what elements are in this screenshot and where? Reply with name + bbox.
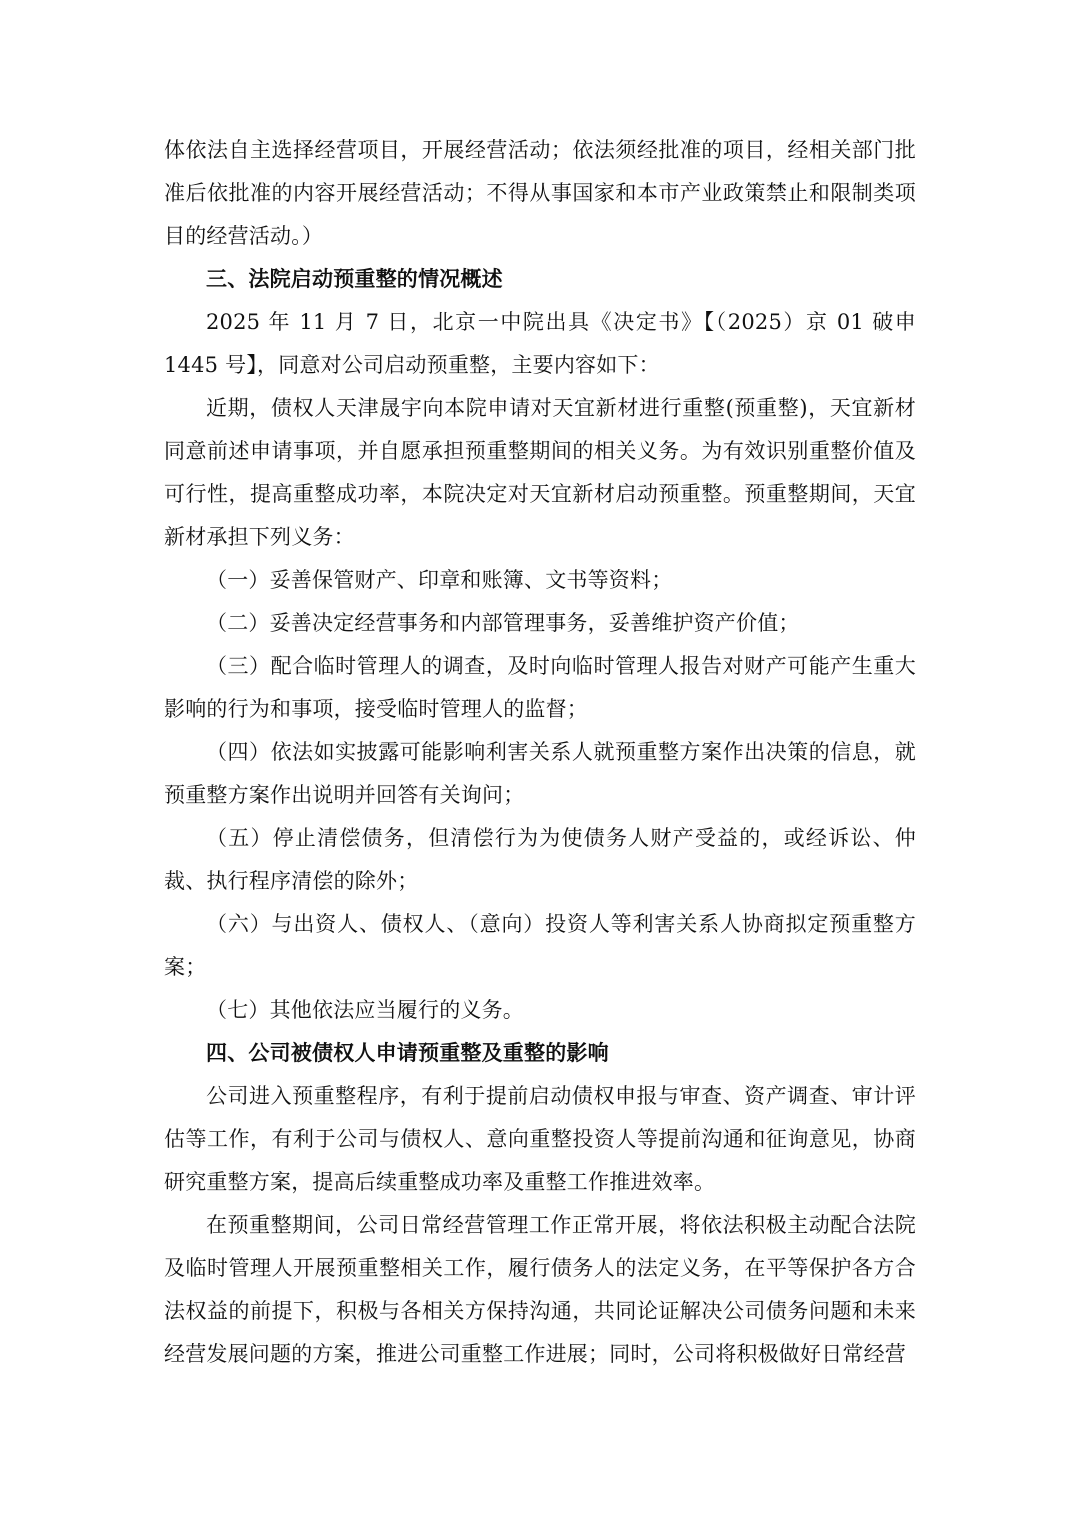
section-heading-4: 四、公司被债权人申请预重整及重整的影响 (206, 1041, 609, 1065)
paragraph-business-scope-continued: 体依法自主选择经营项目，开展经营活动；依法须经批准的项目，经相关部门批准后依批准的内容开展经营活动；不得从事国家和本市产业政策禁止和限制类项目的经营活动。） (164, 138, 916, 248)
section-heading-3: 三、法院启动预重整的情况概述 (206, 267, 503, 291)
document-page (164, 129, 916, 1376)
paragraph-impact-1: 公司进入预重整程序，有利于提前启动债权申报与审查、资产调查、审计评估等工作，有利于公司与债权人、意向重整投资人等提前沟通和征询意见，协商研究重整方案，提高后续重整成功率及重整工作推进效率。 (164, 1084, 916, 1194)
obligation-item-2: （二）妥善决定经营事务和内部管理事务，妥善维护资产价值； (206, 611, 800, 635)
obligation-item-7: （七）其他依法应当履行的义务。 (206, 998, 524, 1022)
paragraph-decision-content: 近期，债权人天津晟宇向本院申请对天宜新材进行重整(预重整)，天宜新材同意前述申请事项，并自愿承担预重整期间的相关义务。为有效识别重整价值及可行性，提高重整成功率，本院决定对天宜新材启动预重整。预重整期间，天宜新材承担下列义务： (164, 396, 916, 549)
obligation-item-1: （一）妥善保管财产、印章和账簿、文书等资料； (206, 568, 673, 592)
obligation-item-3: （三）配合临时管理人的调查，及时向临时管理人报告对财产可能产生重大影响的行为和事项，接受临时管理人的监督； (164, 654, 916, 721)
paragraph-impact-2: 在预重整期间，公司日常经营管理工作正常开展，将依法积极主动配合法院及临时管理人开展预重整相关工作，履行债务人的法定义务，在平等保护各方合法权益的前提下，积极与各相关方保持沟通，共同论证解决公司债务问题和未来经营发展问题的方案，推进公司重整工作进展；同时，公司将积极做好日常经营 (164, 1213, 916, 1366)
obligation-item-5: （五）停止清偿债务，但清偿行为为使债务人财产受益的，或经诉讼、仲裁、执行程序清偿的除外； (164, 826, 916, 893)
obligation-item-6: （六）与出资人、债权人、（意向）投资人等利害关系人协商拟定预重整方案； (164, 912, 916, 979)
obligation-item-4: （四）依法如实披露可能影响利害关系人就预重整方案作出决策的信息，就预重整方案作出说明并回答有关询问； (164, 740, 916, 807)
paragraph-court-decision: 2025 年 11 月 7 日，北京一中院出具《决定书》【（2025）京 01 破申 1445 号】，同意对公司启动预重整，主要内容如下： (164, 310, 916, 377)
